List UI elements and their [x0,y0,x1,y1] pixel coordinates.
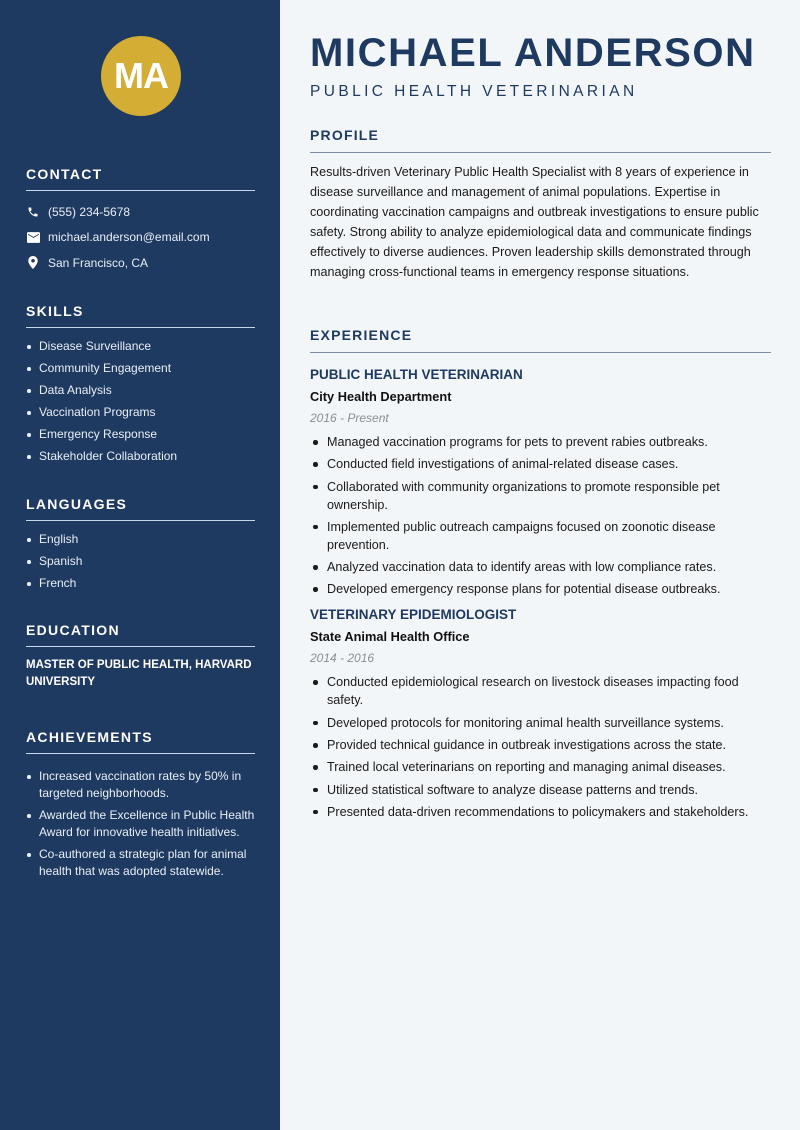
skills-section [26,303,255,470]
achievement-item: Co-authored a strategic plan for animal health that was adopted statewide. [26,846,255,880]
job-bullet: Conducted field investigations of animal-related disease cases. [310,455,771,473]
job-bullet: Collaborated with community organizations to promote responsible pet ownership. [310,478,771,514]
job-bullet: Managed vaccination programs for pets to prevent rabies outbreaks. [310,433,771,451]
job-bullet: Trained local veterinarians on reporting and managing animal diseases. [310,758,771,776]
email-icon [26,230,40,244]
profile-heading: PROFILE [310,127,771,153]
contact-heading: CONTACT [26,166,255,191]
job-bullet: Conducted epidemiological research on livestock diseases impacting food safety. [310,673,771,709]
skills-heading: SKILLS [26,303,255,328]
skill-item: Data Analysis [26,382,255,399]
languages-heading: LANGUAGES [26,496,255,521]
contact-location [26,250,255,276]
skills-list [26,338,255,465]
email-text[interactable]: michael.anderson@email.com [48,230,210,245]
job-company: State Animal Health Office [310,629,470,645]
education-section [26,622,255,691]
achievements-section [26,729,255,885]
skill-item: Emergency Response [26,426,255,443]
achievement-item: Increased vaccination rates by 50% in targeted neighborhoods. [26,768,255,802]
skill-item: Stakeholder Collaboration [26,448,255,465]
job-bullet: Provided technical guidance in outbreak investigations across the state. [310,736,771,754]
avatar [101,36,181,116]
skill-item: Vaccination Programs [26,404,255,421]
job-dates: 2016 - Present [310,411,389,425]
languages-list [26,531,255,592]
job-bullet: Developed emergency response plans for potential disease outbreaks. [310,580,771,598]
job-bullets [310,433,771,598]
job-entry [310,364,771,598]
job-company: City Health Department [310,389,452,404]
job-entry [310,604,771,820]
candidate-name: MICHAEL ANDERSON [310,31,756,75]
job-bullet: Utilized statistical software to analyze disease patterns and trends. [310,781,771,799]
job-bullets [310,673,771,820]
education-degree: MASTER OF PUBLIC HEALTH, HARVARD UNIVERSITY [26,659,252,688]
language-item: Spanish [26,553,255,570]
job-bullet: Analyzed vaccination data to identify areas with low compliance rates. [310,558,771,576]
job-role: PUBLIC HEALTH VETERINARIAN [310,367,523,382]
phone-text[interactable]: (555) 234-5678 [48,204,131,219]
experience-heading: EXPERIENCE [310,327,771,353]
job-bullet: Developed protocols for monitoring animal health surveillance systems. [310,714,771,732]
contact-section [26,166,255,276]
contact-email [26,225,255,251]
location-pin-icon [26,256,40,270]
job-bullet: Presented data-driven recommendations to policymakers and stakeholders. [310,803,771,821]
candidate-title: PUBLIC HEALTH VETERINARIAN [310,83,638,100]
experience-section [310,327,771,825]
job-role: VETERINARY EPIDEMIOLOGIST [310,607,517,623]
job-dates: 2014 - 2016 [310,651,375,666]
education-heading: EDUCATION [26,622,255,647]
phone-icon [26,205,40,219]
skill-item: Community Engagement [26,360,255,377]
location-text: San Francisco, CA [48,255,149,270]
achievement-item: Awarded the Excellence in Public Health Award for innovative health initiatives. [26,807,255,841]
languages-section [26,496,255,597]
profile-section [310,127,771,282]
achievements-list [26,768,255,880]
profile-summary: Results-driven Veterinary Public Health Specialist with 8 years of experience in disease surveillance and management of animal populations. Expertise in coordinating vaccination campaigns and outbreak investigations to ensure public safety. Strong ability to analyze epidemiological data and communicate findings effectively to diverse audiences. Proven leadership skills demonstrated through managing cross-functional teams in emergency response situations. [310,165,759,279]
sidebar [0,0,280,1130]
skill-item: Disease Surveillance [26,338,255,355]
language-item: English [26,531,255,548]
job-bullet: Implemented public outreach campaigns focused on zoonotic disease prevention. [310,518,771,554]
contact-phone [26,199,255,225]
language-item: French [26,575,255,592]
avatar-initials: MA [114,55,168,96]
achievements-heading: ACHIEVEMENTS [26,729,255,754]
